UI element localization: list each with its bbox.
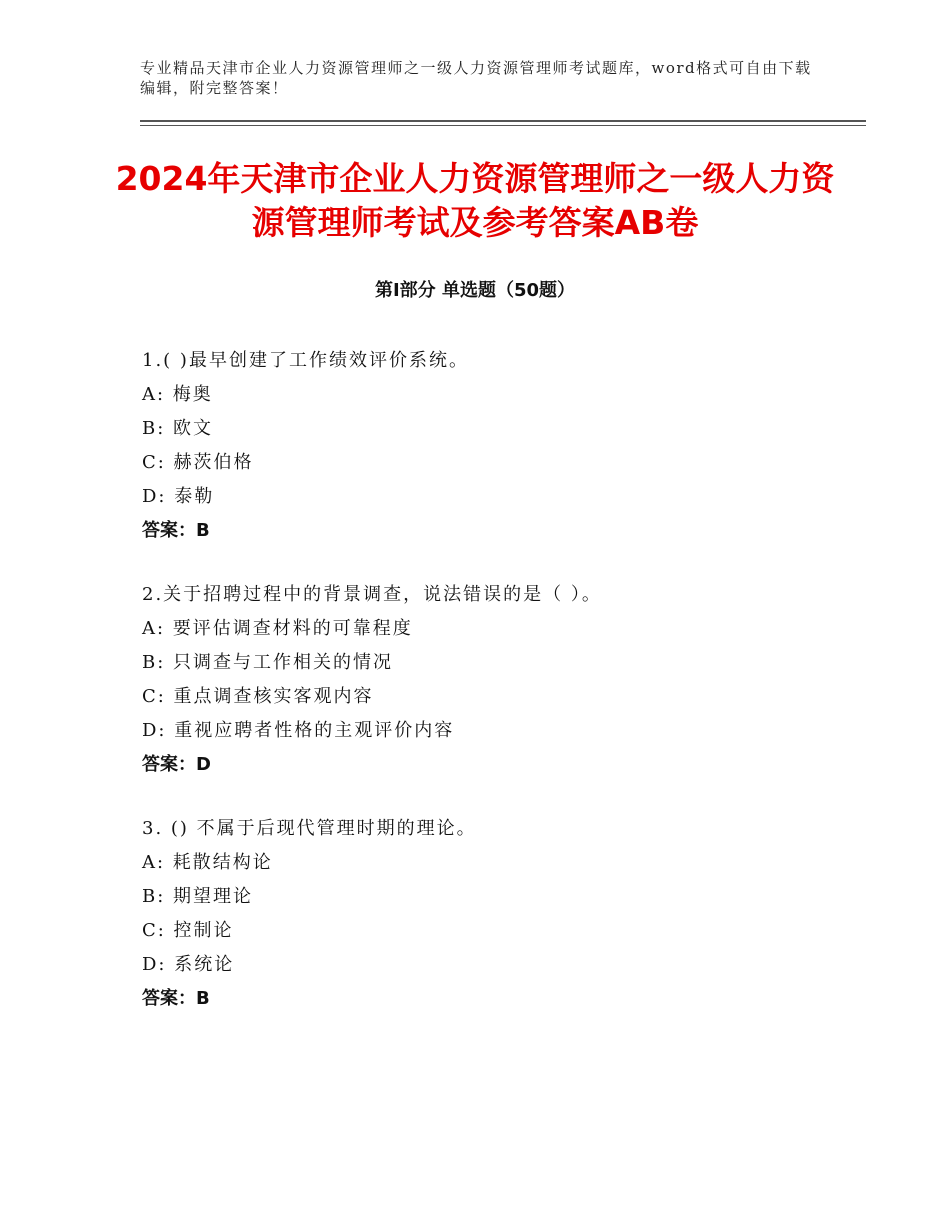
question-stem: 3. () 不属于后现代管理时期的理论。 <box>142 818 477 839</box>
option-b: B: 欧文 <box>142 418 214 439</box>
question-list <box>142 344 842 1046</box>
question-stem: 1.( )最早创建了工作绩效评价系统。 <box>142 350 469 371</box>
option-a: A: 耗散结构论 <box>142 852 273 873</box>
option-b: B: 只调查与工作相关的情况 <box>142 652 394 673</box>
option-a: A: 要评估调查材料的可靠程度 <box>142 618 413 639</box>
option-c: C: 赫茨伯格 <box>142 452 254 473</box>
header-divider <box>140 120 866 126</box>
answer: 答案：B <box>142 988 210 1009</box>
option-d: D: 重视应聘者性格的主观评价内容 <box>142 720 455 741</box>
option-a: A: 梅奥 <box>142 384 213 405</box>
option-c: C: 控制论 <box>142 920 234 941</box>
option-b: B: 期望理论 <box>142 886 254 907</box>
document-title: 2024年天津市企业人力资源管理师之一级人力资源管理师考试及参考答案AB卷 <box>115 159 835 242</box>
section-title: 第I部分 单选题（50题） <box>374 280 575 301</box>
option-d: D: 泰勒 <box>142 486 215 507</box>
header-note: 专业精品天津市企业人力资源管理师之一级人力资源管理师考试题库，word格式可自由下载编辑，附完整答案！ <box>140 59 812 97</box>
option-c: C: 重点调查核实客观内容 <box>142 686 374 707</box>
question-stem: 2.关于招聘过程中的背景调查，说法错误的是（ ）。 <box>142 584 602 605</box>
question-3 <box>142 812 842 1016</box>
question-2 <box>142 578 842 782</box>
answer: 答案：D <box>142 754 211 775</box>
answer: 答案：B <box>142 520 210 541</box>
option-d: D: 系统论 <box>142 954 235 975</box>
question-1 <box>142 344 842 548</box>
